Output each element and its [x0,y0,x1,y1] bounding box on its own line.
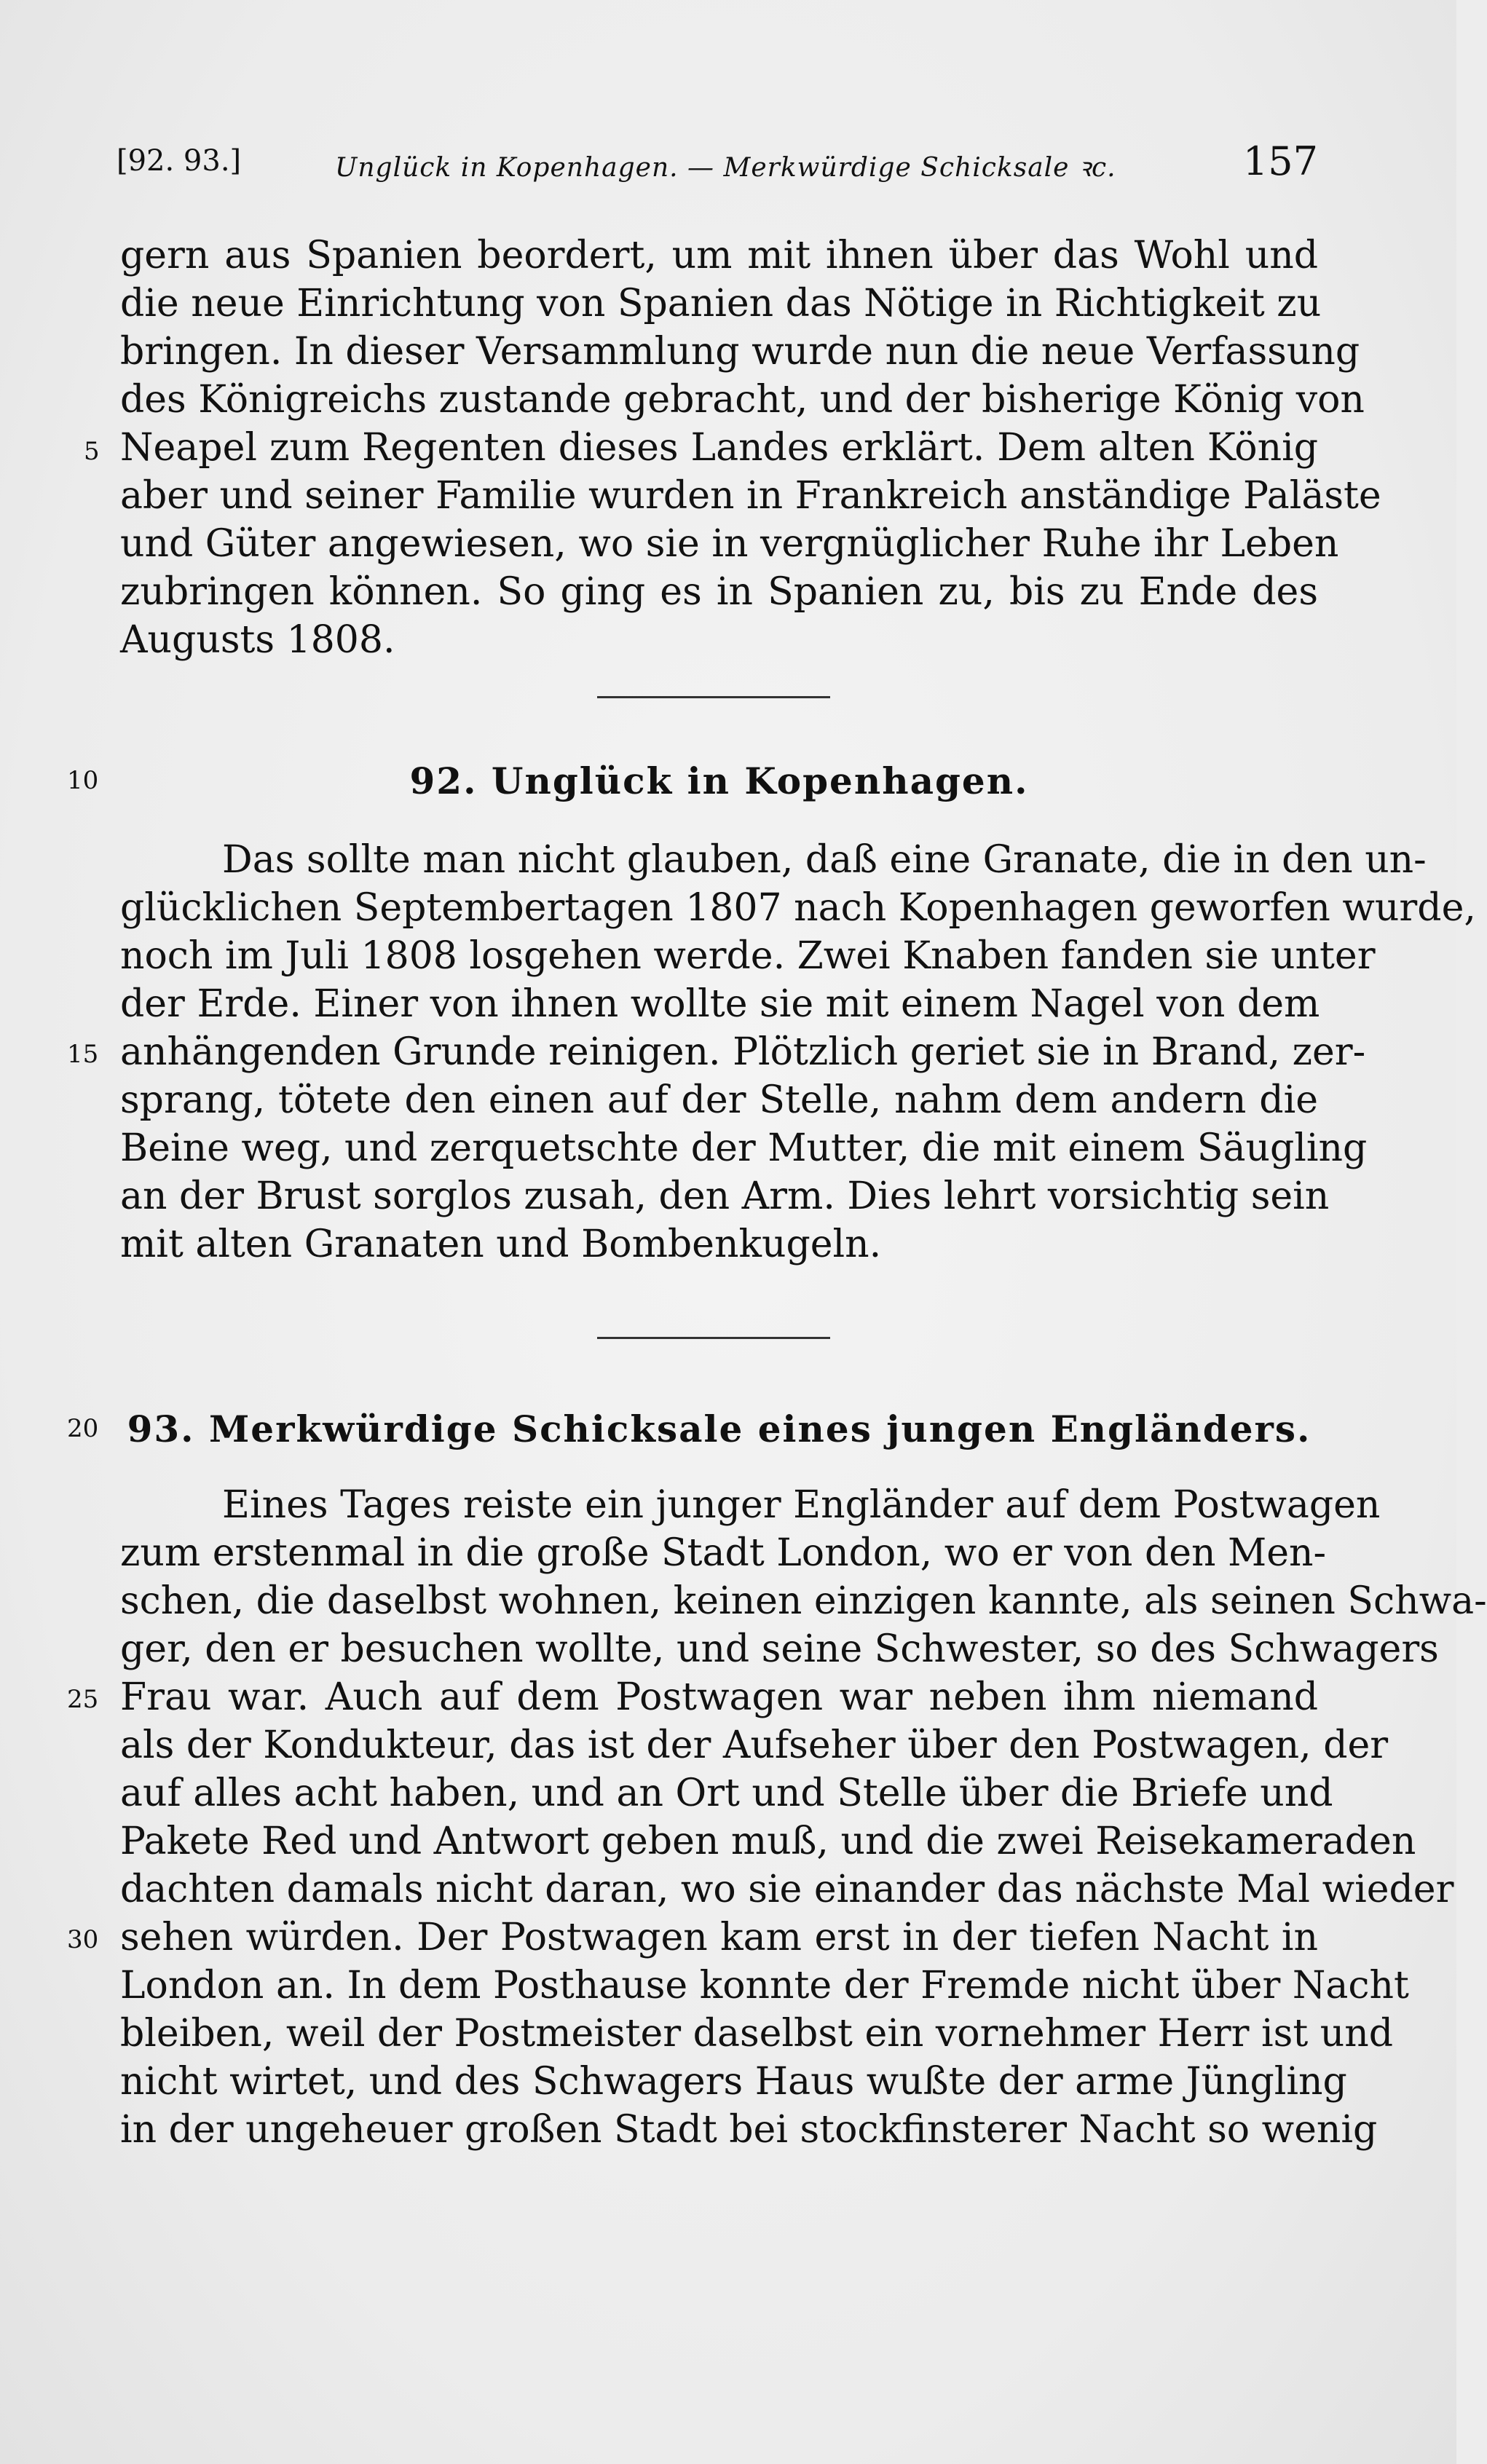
page-number: 157 [1242,138,1318,184]
text-line: Frau war. Auch auf dem Postwagen war neben ihm niemand [120,1675,1318,1719]
running-header [117,138,1318,197]
text-line: ger, den er besuchen wollte, und seine Schwester, so des Schwagers [120,1627,1439,1671]
text-line: Pakete Red und Antwort geben muß, und die zwei Reisekameraden [120,1820,1416,1863]
text-line: Augusts 1808. [120,618,395,662]
text-line: gern aus Spanien beordert, um mit ihnen über das Wohl und [120,234,1318,277]
text-line: auf alles acht haben, und an Ort und Stelle über die Briefe und [120,1772,1333,1815]
section-divider [597,696,830,698]
text-line: und Güter angewiesen, wo sie in vergnüglicher Ruhe ihr Leben [120,522,1339,566]
header-running-title: Unglück in Kopenhagen. — Merkwürdige Schicksale ꝛc. [335,153,1116,183]
text-line: die neue Einrichtung von Spanien das Nötige in Richtigkeit zu [120,282,1322,325]
line-number: 25 [67,1685,99,1714]
text-line: anhängenden Grunde reinigen. Plötzlich geriet sie in Brand, zer- [120,1030,1366,1074]
text-line: London an. In dem Posthause konnte der Fremde nicht über Nacht [120,1964,1409,2007]
text-line: Das sollte man nicht glauben, daß eine Granate, die in den un- [222,838,1427,882]
section-divider [597,1337,830,1339]
text-line: schen, die daselbst wohnen, keinen einzigen kannte, als seinen Schwa- [120,1579,1487,1623]
text-line: aber und seiner Familie wurden in Frankreich anständige Paläste [120,474,1381,518]
text-line: sprang, tötete den einen auf der Stelle, nahm dem andern die [120,1078,1318,1122]
line-number: 5 [84,437,100,466]
text-line: als der Kondukteur, das ist der Aufseher über den Postwagen, der [120,1723,1389,1767]
text-line: noch im Juli 1808 losgehen werde. Zwei Knaben fanden sie unter [120,934,1376,978]
text-line: Neapel zum Regenten dieses Landes erklärt. Dem alten König [120,426,1318,470]
line-number: 15 [67,1040,99,1069]
text-line: nicht wirtet, und des Schwagers Haus wußte der arme Jüngling [120,2060,1347,2104]
text-line: Beine weg, und zerquetschte der Mutter, die mit einem Säugling [120,1126,1368,1170]
text-line: zubringen können. So ging es in Spanien zu, bis zu Ende des [120,570,1318,614]
text-line: in der ungeheuer großen Stadt bei stockfinsterer Nacht so wenig [120,2108,1378,2152]
text-line: mit alten Granaten und Bombenkugeln. [120,1223,882,1266]
text-line: bleiben, weil der Postmeister daselbst ein vornehmer Herr ist und [120,2012,1394,2056]
text-line: dachten damals nicht daran, wo sie einander das nächste Mal wieder [120,1868,1454,1911]
text-line: bringen. In dieser Versammlung wurde nun die neue Verfassung [120,330,1360,374]
text-line: glücklichen Septembertagen 1807 nach Kopenhagen geworfen wurde, [120,886,1476,930]
text-line: des Königreichs zustande gebracht, und der bisherige König von [120,378,1365,422]
line-number: 10 [67,766,99,795]
text-line: Eines Tages reiste ein junger Engländer auf dem Postwagen [222,1483,1381,1527]
section-heading-92: 92. Unglück in Kopenhagen. [409,759,1029,802]
text-line: an der Brust sorglos zusah, den Arm. Dies lehrt vorsichtig sein [120,1174,1330,1218]
header-section-range: [92. 93.] [117,144,242,178]
line-number: 20 [67,1414,99,1443]
line-number: 30 [67,1925,99,1954]
text-line: zum erstenmal in die große Stadt London, wo er von den Men- [120,1531,1327,1575]
section-heading-93: 93. Merkwürdige Schicksale eines jungen Engländers. [127,1407,1312,1450]
text-line: sehen würden. Der Postwagen kam erst in der tiefen Nacht in [120,1916,1318,1959]
text-line: der Erde. Einer von ihnen wollte sie mit einem Nagel von dem [120,982,1320,1026]
